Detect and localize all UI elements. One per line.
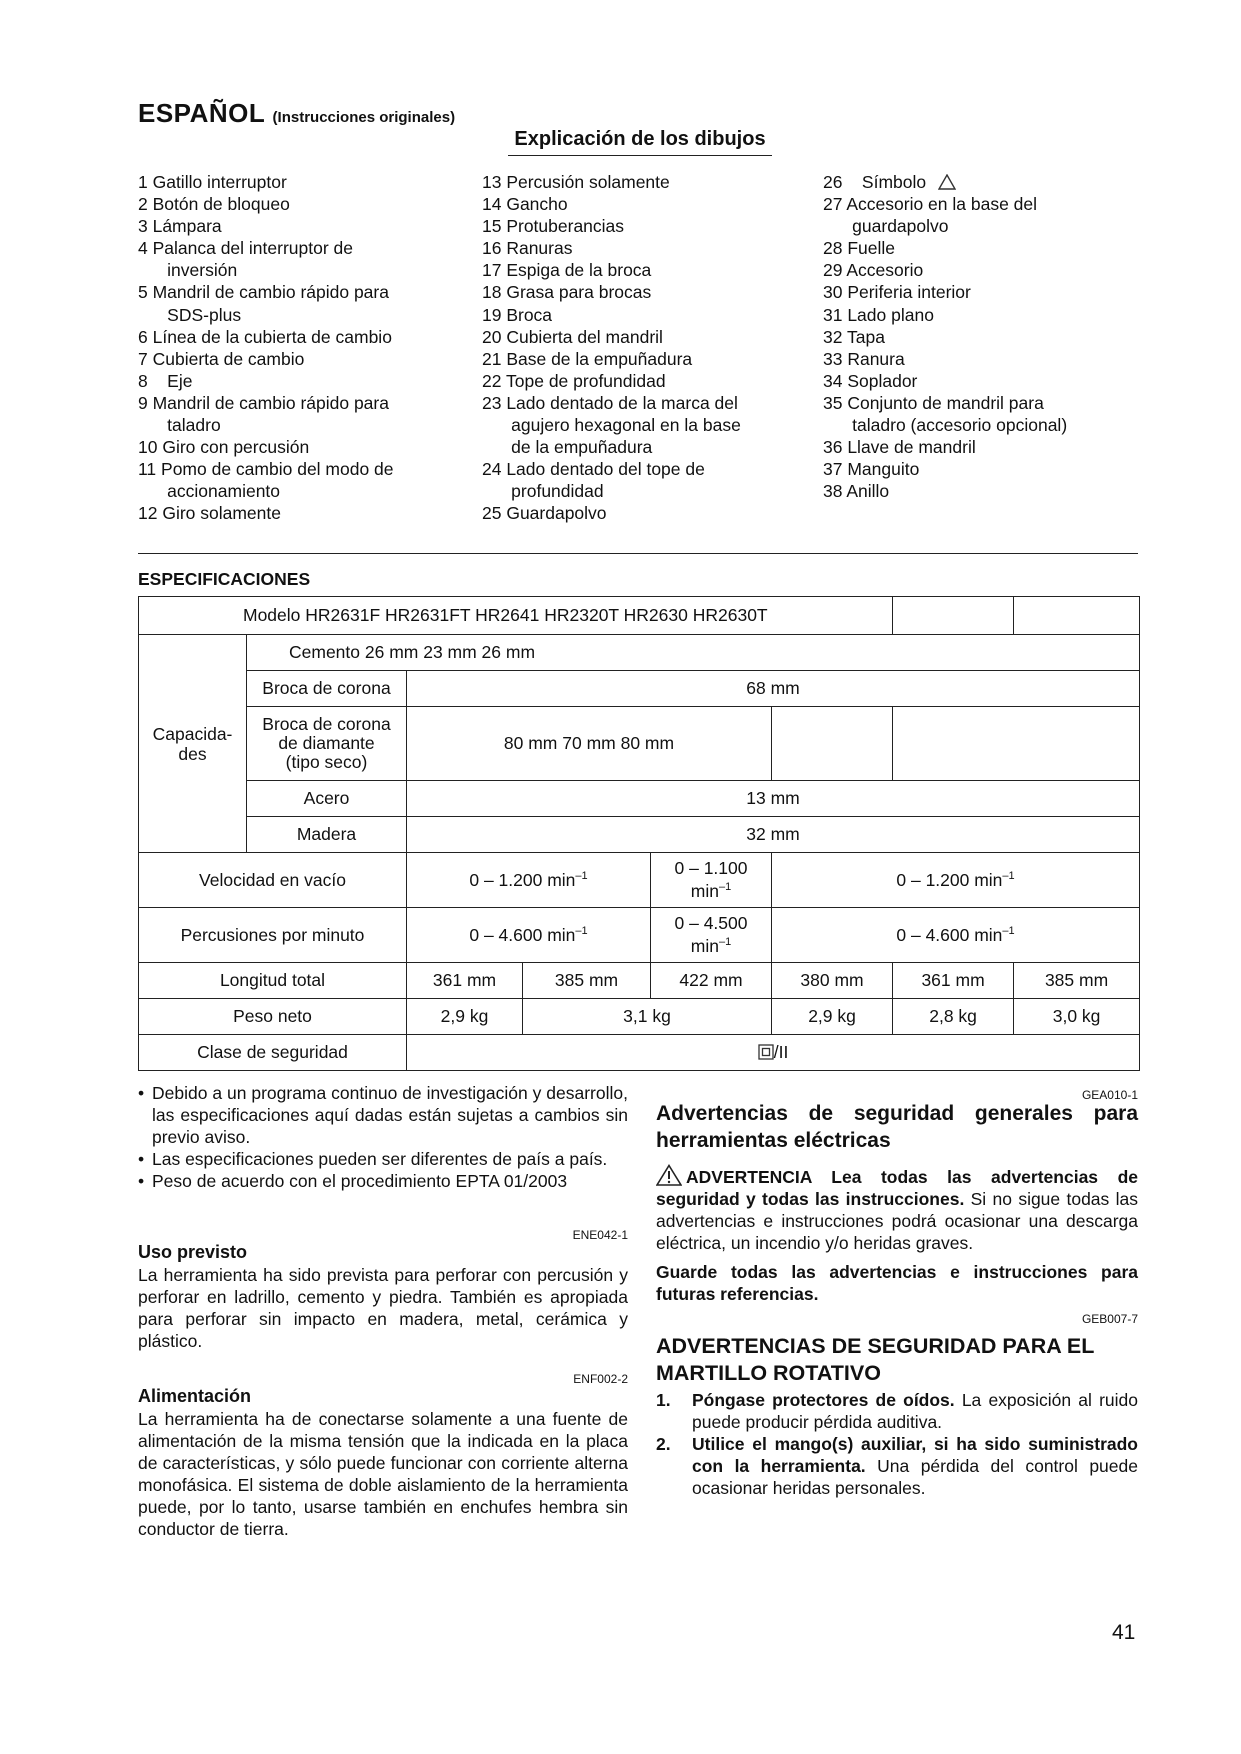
- legend-item: 22 Tope de profundidad: [482, 370, 666, 391]
- note-item: • Peso de acuerdo con el procedimiento EPTA 01/2003: [138, 1170, 628, 1192]
- general-warnings-code: GEA010-1: [1081, 1088, 1138, 1102]
- steel-row: [139, 781, 1140, 817]
- model-cell: [139, 597, 893, 635]
- legend-item: 7 Cubierta de cambio: [138, 348, 305, 369]
- legend-item: 28 Fuelle: [823, 238, 895, 259]
- length-value: 385 mm: [523, 963, 651, 999]
- legend-item: 20 Cubierta del mandril: [482, 326, 663, 347]
- diamond-bit-empty: [772, 707, 893, 781]
- power-text: La herramienta ha de conectarse solamente a una fuente de alimentación de la misma tensión que la indicada en la placa de características, y sólo puede funcionar con corriente alterna monofásica. El sistema de doble aislamiento de la herramienta puede, por lo tanto, usarse también en enchufes hembra sin conductor de tierra.: [138, 1409, 628, 1539]
- legend-item: profundidad: [482, 481, 604, 502]
- diamond-bit-row: [139, 707, 1140, 781]
- legend-item: 17 Espiga de la broca: [482, 260, 652, 281]
- model-label: Modelo HR2631F HR2631FT HR2641 HR2320T HR2630 HR2630T: [243, 605, 768, 625]
- model-cell-empty: [1014, 597, 1140, 635]
- legend-item: 37 Manguito: [823, 459, 920, 480]
- legend-item: 3 Lámpara: [138, 216, 222, 237]
- diamond-bit-empty: [893, 707, 1140, 781]
- legend-item: 15 Protuberancias: [482, 216, 625, 237]
- speed-value-c: 0 – 1.200 $\min^{-1}$: [772, 853, 1140, 908]
- legend-item: 13 Percusión solamente: [482, 172, 670, 192]
- page-title: [138, 98, 455, 129]
- length-label: Longitud total: [139, 963, 407, 999]
- length-value: 361 mm: [893, 963, 1014, 999]
- legend-item: 1 Gatillo interruptor: [138, 172, 287, 192]
- steel-value: 13 mm: [407, 781, 1140, 817]
- legend-item: 32 Tapa: [823, 326, 885, 347]
- section-divider: [138, 553, 1138, 554]
- legend-item: 8 Eje: [138, 370, 193, 391]
- legend-item: 14 Gancho: [482, 194, 568, 215]
- weight-value: 2,8 kg: [893, 999, 1014, 1035]
- legend-item: 34 Soplador: [823, 370, 918, 391]
- power-code: ENF002-2: [573, 1372, 628, 1386]
- safety-class-row: [139, 1035, 1140, 1071]
- legend-item: 23 Lado dentado de la marca del: [482, 392, 738, 413]
- page-number: 41: [1112, 1621, 1136, 1644]
- legend-item: 9 Mandril de cambio rápido para: [138, 392, 389, 413]
- legend-item: 26 Símbolo: [823, 172, 927, 192]
- legend-item: 35 Conjunto de mandril para: [823, 392, 1044, 413]
- legend-item: 18 Grasa para brocas: [482, 282, 652, 303]
- diamond-bit-value: 80 mm 70 mm 80 mm: [407, 707, 772, 781]
- core-bit-label: Broca de corona: [247, 671, 407, 707]
- capacities-label: Capacida- des: [139, 635, 247, 853]
- legend-item: SDS-plus: [138, 304, 242, 325]
- list-item: 2. Utilice el mango(s) auxiliar, si ha sido suministrado con la herramienta. Una pérdida del control puede ocasionar heridas personales.: [656, 1434, 1138, 1498]
- legend-item: agujero hexagonal en la base: [482, 415, 741, 436]
- legend-item: 11 Pomo de cambio del modo de: [138, 459, 394, 480]
- legend-item: 10 Giro con percusión: [138, 437, 310, 458]
- weight-value: 2,9 kg: [772, 999, 893, 1035]
- legend-item: 24 Lado dentado del tope de: [482, 459, 705, 480]
- legend-item: 31 Lado plano: [823, 304, 934, 325]
- legend-item: de la empuñadura: [482, 437, 653, 458]
- model-cell-empty: [893, 597, 1014, 635]
- legend-column-1: [138, 171, 394, 525]
- weight-value: 3,0 kg: [1014, 999, 1140, 1035]
- legend-item: 6 Línea de la cubierta de cambio: [138, 326, 392, 347]
- wood-row: [139, 817, 1140, 853]
- wood-value: 32 mm: [407, 817, 1140, 853]
- safety-class-label: Clase de seguridad: [139, 1035, 407, 1071]
- length-value: 361 mm: [407, 963, 523, 999]
- legend-item: 19 Broca: [482, 304, 553, 325]
- bpm-row: [139, 908, 1140, 963]
- bpm-label: Percusiones por minuto: [139, 908, 407, 963]
- subtitle-label: (Instrucciones originales): [272, 109, 456, 126]
- warning-rest-text: Si no sigue todas las advertencias e instrucciones podrá ocasionar una descarga eléctrica, un incendio y/o heridas graves.: [656, 1189, 1138, 1253]
- drawings-title: Explicación de los dibujos: [508, 128, 772, 156]
- speed-value-a: 0 – 1.200 $\min^{-1}$: [407, 853, 651, 908]
- speed-label: Velocidad en vacío: [139, 853, 407, 908]
- safety-class-value: /II: [407, 1035, 1140, 1071]
- core-bit-value: 68 mm: [407, 671, 1140, 707]
- legend-item: 27 Accesorio en la base del: [823, 194, 1038, 215]
- warning-triangle-icon: [938, 174, 956, 190]
- model-row: [139, 597, 1140, 635]
- length-value: 422 mm: [651, 963, 772, 999]
- speed-row: [139, 853, 1140, 908]
- intended-use-text: La herramienta ha sido prevista para perforar con percusión y perforar en ladrillo, cemento y piedra. También es apropiada para perforar sin impacto en madera, metal, cerámica y plástico.: [138, 1265, 628, 1351]
- steel-label: Acero: [247, 781, 407, 817]
- speed-value-b: 0 – 1.100 $\min^{-1}$: [651, 853, 772, 908]
- legend-item: 36 Llave de mandril: [823, 437, 976, 458]
- specs-heading: ESPECIFICACIONES: [138, 569, 311, 589]
- bpm-value-c: 0 – 4.600 $\min^{-1}$: [772, 908, 1140, 963]
- intended-use-code: ENE042-1: [572, 1228, 628, 1242]
- bpm-value-b: 0 – 4.500 $\min^{-1}$: [651, 908, 772, 963]
- legend-item: taladro (accesorio opcional): [823, 415, 1068, 436]
- note-item: • Debido a un programa continuo de investigación y desarrollo, las especificaciones aquí dadas están sujetas a cambios sin previo aviso.: [138, 1082, 628, 1148]
- legend-item: taladro: [138, 415, 221, 436]
- specifications-table: [138, 596, 1140, 1071]
- legend-item: accionamiento: [138, 481, 281, 502]
- language-label: ESPAÑOL: [138, 98, 265, 128]
- hammer-warnings-title: ADVERTENCIAS DE SEGURIDAD PARA EL MARTILLO ROTATIVO: [656, 1334, 1095, 1385]
- length-row: [139, 963, 1140, 999]
- legend-item: 25 Guardapolvo: [482, 503, 607, 524]
- legend-item: 21 Base de la empuñadura: [482, 348, 693, 369]
- legend-item: 29 Accesorio: [823, 260, 924, 281]
- legend-item: 12 Giro solamente: [138, 503, 281, 524]
- legend-item: 30 Periferia interior: [823, 282, 971, 303]
- general-warning-paragraph: [656, 1164, 1138, 1254]
- spec-notes: [138, 1082, 628, 1192]
- power-title: Alimentación: [138, 1386, 252, 1406]
- weight-row: [139, 999, 1140, 1035]
- weight-value: 3,1 kg: [523, 999, 772, 1035]
- bpm-value-a: 0 – 4.600 $\min^{-1}$: [407, 908, 651, 963]
- double-insulation-icon: [758, 1044, 774, 1060]
- general-warnings-title: Advertencias de seguridad generales para herramientas eléctricas: [656, 1102, 1138, 1152]
- legend-item: 2 Botón de bloqueo: [138, 194, 290, 215]
- legend-item: inversión: [138, 260, 238, 281]
- cement-row: [139, 635, 1140, 671]
- wood-label: Madera: [247, 817, 407, 853]
- legend-column-2: [482, 171, 741, 525]
- core-bit-row: [139, 671, 1140, 707]
- warning-bold-text: ADVERTENCIA Lea todas las advertencias de seguridad y todas las instrucciones.: [656, 1167, 1138, 1209]
- weight-label: Peso neto: [139, 999, 407, 1035]
- legend-item: 16 Ranuras: [482, 238, 573, 259]
- intended-use-title: Uso previsto: [138, 1242, 248, 1262]
- legend-item: 5 Mandril de cambio rápido para: [138, 282, 389, 303]
- diamond-bit-label: Broca de corona de diamante (tipo seco): [247, 707, 407, 781]
- legend-item: 33 Ranura: [823, 348, 905, 369]
- list-item: 1. Póngase protectores de oídos. La exposición al ruido puede producir pérdida auditiva.: [656, 1390, 1138, 1432]
- length-value: 380 mm: [772, 963, 893, 999]
- legend-item: 38 Anillo: [823, 481, 890, 502]
- hammer-warnings-list: [656, 1389, 1138, 1499]
- warning-triangle-icon: [656, 1164, 682, 1186]
- note-item: • Las especificaciones pueden ser diferentes de país a país.: [138, 1148, 628, 1170]
- legend-item: guardapolvo: [823, 216, 949, 237]
- length-value: 385 mm: [1014, 963, 1140, 999]
- legend-column-3: [823, 171, 1067, 502]
- cement-cell: Cemento 26 mm 23 mm 26 mm: [247, 635, 1140, 671]
- weight-value: 2,9 kg: [407, 999, 523, 1035]
- keep-instructions-text: Guarde todas las advertencias e instrucciones para futuras referencias.: [656, 1262, 1138, 1304]
- hammer-warnings-code: GEB007-7: [1081, 1312, 1138, 1326]
- legend-item: 4 Palanca del interruptor de: [138, 238, 353, 259]
